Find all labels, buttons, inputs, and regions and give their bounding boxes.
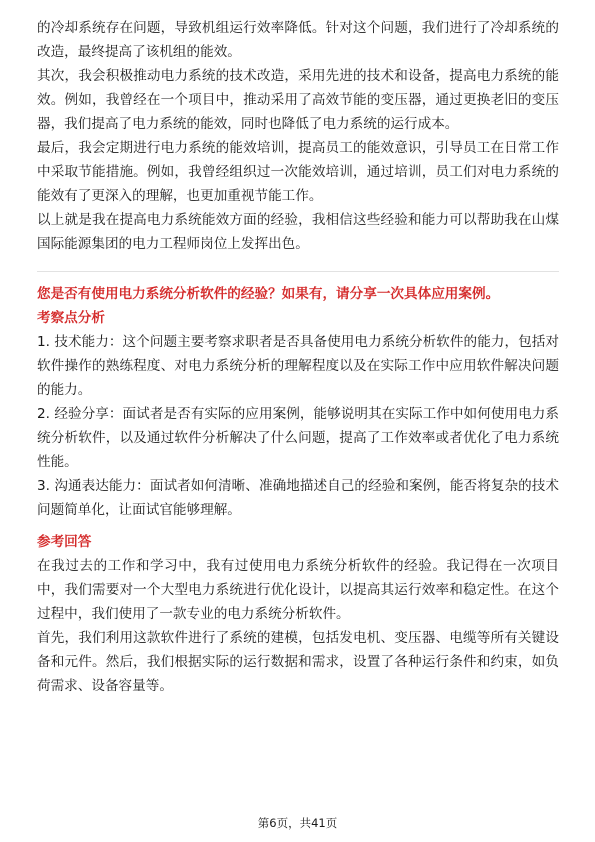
analysis-point: 3. 沟通表达能力：面试者如何清晰、准确地描述自己的经验和案例，能否将复杂的技术问题简单化，让面试官能够理解。 [37, 478, 559, 518]
section-divider [37, 271, 559, 272]
reference-paragraph: 在我过去的工作和学习中，我有过使用电力系统分析软件的经验。我记得在一次项目中，我们需要对一个大型电力系统进行优化设计，以提高其运行效率和稳定性。在这个过程中，我们使用了一款专业的电力系统分析软件。 [37, 558, 559, 622]
body-paragraph: 以上就是我在提高电力系统能效方面的经验，我相信这些经验和能力可以帮助我在山煤国际能源集团的电力工程师岗位上发挥出色。 [37, 212, 559, 252]
question-heading: 您是否有使用电力系统分析软件的经验？如果有，请分享一次具体应用案例。 [37, 286, 500, 302]
page-number: 第6页，共41页 [257, 816, 338, 830]
reference-paragraph: 首先，我们利用这款软件进行了系统的建模，包括发电机、变压器、电缆等所有关键设备和元件。然后，我们根据实际的运行数据和需求，设置了各种运行条件和约束，如负荷需求、设备容量等。 [37, 630, 559, 694]
body-paragraph: 最后，我会定期进行电力系统的能效培训，提高员工的能效意识，引导员工在日常工作中采取节能措施。例如，我曾经组织过一次能效培训，通过培训，员工们对电力系统的能效有了更深入的理解，也更加重视节能工作。 [37, 140, 559, 204]
body-paragraph: 的冷却系统存在问题，导致机组运行效率降低。针对这个问题，我们进行了冷却系统的改造，最终提高了该机组的能效。 [37, 20, 559, 60]
body-paragraph: 其次，我会积极推动电力系统的技术改造，采用先进的技术和设备，提高电力系统的能效。例如，我曾经在一个项目中，推动采用了高效节能的变压器，通过更换老旧的变压器，我们提高了电力系统的能效，同时也降低了电力系统的运行成本。 [37, 68, 559, 132]
analysis-point: 2. 经验分享：面试者是否有实际的应用案例，能够说明其在实际工作中如何使用电力系统分析软件，以及通过软件分析解决了什么问题，提高了工作效率或者优化了电力系统性能。 [37, 406, 559, 470]
analysis-heading: 考察点分析 [37, 310, 105, 326]
page-content [37, 16, 559, 698]
reference-heading: 参考回答 [37, 534, 92, 550]
spacer [37, 522, 559, 530]
analysis-point: 1. 技术能力：这个问题主要考察求职者是否具备使用电力系统分析软件的能力，包括对软件操作的熟练程度、对电力系统分析的理解程度以及在实际工作中应用软件解决问题的能力。 [37, 334, 559, 398]
